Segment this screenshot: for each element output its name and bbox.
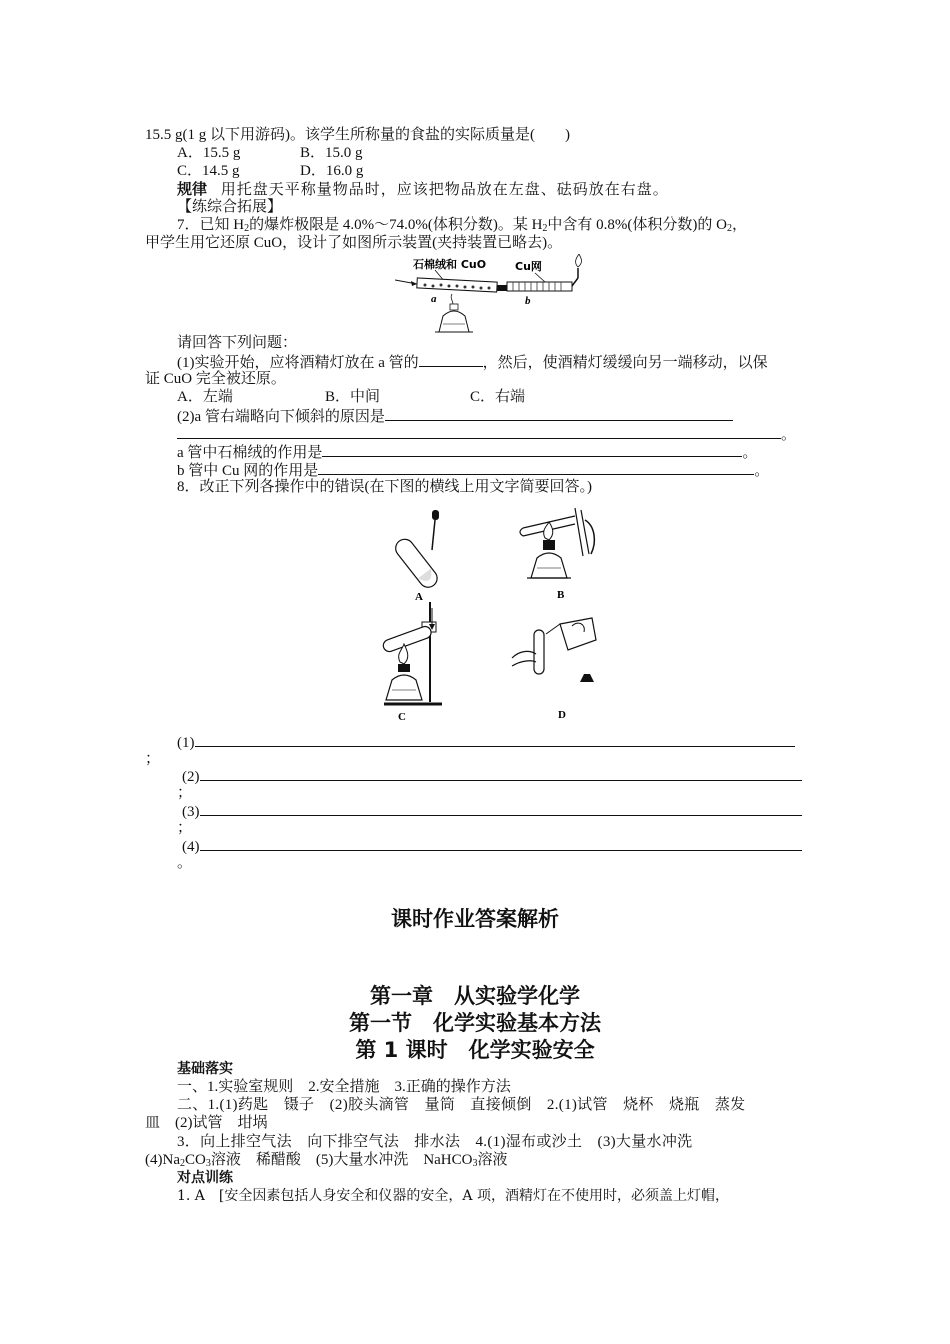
- answer-line-5: $(4)Na_2CO_3$溶液 稀醋酸 (5)大量水冲洗 NaHCO$_3$溶液: [145, 1152, 508, 1169]
- blank-field[interactable]: [177, 424, 781, 439]
- q8-answer-1: (1): [177, 732, 795, 753]
- label-b: B: [557, 589, 565, 601]
- q7-line2: 甲学生用它还原 CuO，设计了如图所示装置(夹持装置已略去)。: [145, 235, 563, 251]
- answer-line-4: 3．向上排空气法 向下排空气法 排水法 4.(1)湿布或沙土 (3)大量水冲洗: [177, 1134, 693, 1150]
- answer-line-2: 二、1.(1)药匙 镊子 (2)胶头滴管 量筒 直接倾倒 2.(1)试管 烧杯 烧瓶 蒸发: [177, 1097, 746, 1113]
- q7-option-c: C．右端: [470, 389, 526, 405]
- label-tube-b: b: [525, 295, 531, 307]
- q8-line1: 8．改正下列各操作中的错误(在下图的横线上用文字简要回答。): [177, 479, 592, 495]
- section-extend: 【练综合拓展】: [177, 199, 283, 215]
- blank-field[interactable]: [318, 460, 754, 475]
- answers-heading: 课时作业答案解析: [391, 907, 559, 931]
- q8-end: 。: [177, 855, 193, 871]
- answer-line-6: 1. A [安全因素包括人身安全和仪器的安全，A 项，酒精灯在不使用时，必须盖上灯帽，: [177, 1188, 729, 1204]
- q7-part1-cont: 证 CuO 完全被还原。: [145, 371, 286, 387]
- label-d: D: [558, 709, 566, 721]
- answer-line-1: 一、1.实验室规则 2.安全措施 3.正确的操作方法: [177, 1079, 511, 1095]
- q8-answer-2: (2): [182, 766, 802, 787]
- blank-field[interactable]: [200, 836, 802, 851]
- figure-a-dropper: [380, 508, 460, 608]
- section-title: 第一节 化学实验基本方法: [349, 1011, 601, 1035]
- basic-label: 基础落实: [177, 1061, 233, 1077]
- q7-part2: (2)a 管右端略向下倾斜的原因是: [177, 406, 733, 427]
- q6-option-c: C．14.5 g: [177, 163, 240, 179]
- blank-field[interactable]: [419, 352, 483, 367]
- q8-semicolon-2: ；: [177, 785, 193, 801]
- figure-d-pouring: [510, 610, 610, 722]
- blank-field[interactable]: [195, 732, 795, 747]
- answer-line-3: 皿 (2)试管 坩埚: [145, 1115, 268, 1131]
- blank-field[interactable]: [200, 766, 802, 781]
- reduction-apparatus-figure: [395, 254, 595, 334]
- train-label: 对点训练: [177, 1170, 233, 1186]
- q6-option-d: D．16.0 g: [300, 163, 364, 179]
- q8-semicolon-3: ；: [177, 820, 193, 836]
- q7-part4: b 管中 Cu 网的作用是 。: [177, 460, 769, 481]
- q7-option-b: B．中间: [325, 389, 381, 405]
- q7-part2-cont: 。: [177, 424, 796, 445]
- q6-line1: 15.5 g(1 g 以下用游码)。该学生所称量的食盐的实际质量是( ): [145, 127, 570, 143]
- q8-semicolon-1: ；: [145, 751, 161, 767]
- q7-prompt: 请回答下列问题：: [177, 335, 298, 351]
- label-cu-mesh: Cu网: [515, 260, 542, 273]
- label-a: A: [415, 591, 423, 603]
- chapter-title: 第一章 从实验学化学: [370, 984, 580, 1008]
- q7-option-a: A．左端: [177, 389, 233, 405]
- label-asbestos-cuo: 石棉绒和 CuO: [413, 258, 487, 271]
- lesson-title: 第 1 课时 化学实验安全: [355, 1038, 595, 1062]
- rule-text: 用托盘天平称量物品时，应该把物品放在左盘、砝码放在右盘。: [220, 182, 669, 198]
- q7-part1: (1)实验开始，应将酒精灯放在 a 管的 ，然后，使酒精灯缓缓向另一端移动，以保: [177, 352, 768, 373]
- label-tube-a: a: [431, 293, 437, 305]
- q8-answer-3: (3): [182, 801, 802, 822]
- q6-rule: [177, 180, 669, 200]
- rule-label: 规律: [177, 180, 208, 198]
- q8-answer-4: (4): [182, 836, 802, 857]
- blank-field[interactable]: [200, 801, 802, 816]
- q7-part3: a 管中石棉绒的作用是 。: [177, 442, 757, 463]
- blank-field[interactable]: [322, 442, 742, 457]
- figure-c-iron-stand: [370, 600, 460, 722]
- q6-option-b: B．15.0 g: [300, 145, 363, 161]
- label-c: C: [398, 711, 406, 722]
- q7-line1: 7．已知 $H_2$的爆炸极限是 4.0%～74.0%(体积分数)。某 $H_2$中含有 0.8%(体积分数)的 $O_2$，: [177, 217, 748, 234]
- q6-option-a: A．15.5 g: [177, 145, 241, 161]
- blank-field[interactable]: [385, 406, 733, 421]
- figure-b-heating-tube: [515, 498, 605, 606]
